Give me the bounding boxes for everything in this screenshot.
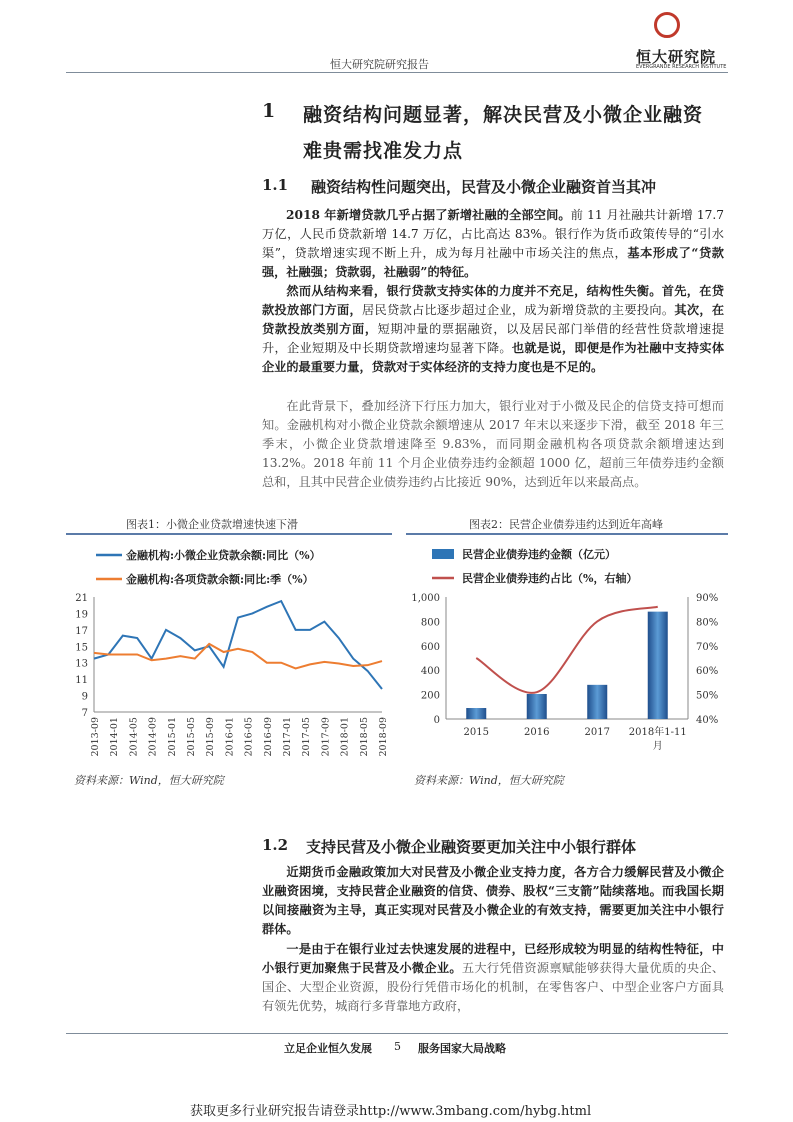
chart1-ytick-2: 11 [75,675,88,687]
paragraph-3 [262,397,724,492]
chart2-xtick-0: 2015 [463,727,489,738]
chart2-legend-label-bar: 民营企业债券违约金额（亿元） [462,548,616,561]
chart1-xtick-4: 2015-01 [166,717,178,757]
p2-bold2: 其次，在贷款投放类别方面， [262,303,725,336]
section1-title-line1: 融资结构问题显著，解决民营及小微企业融资 [303,104,704,126]
chart2-right-tick-4: 80% [696,617,719,629]
chart1-xtick-0: 2013-09 [90,717,101,757]
chart1-xtick-7: 2016-01 [224,717,236,757]
chart1-ytick-6: 19 [75,609,88,621]
chart1-xtick-10: 2017-01 [282,717,293,757]
footer-divider [66,1033,728,1034]
chart1-xtick-13: 2018-01 [339,717,351,757]
chart2-left-tick-3: 600 [420,641,440,653]
logo-sub: EVERGRANDE RESEARCH INSTITUTE [636,64,727,70]
chart1-xtick-11: 2017-05 [301,717,313,757]
chart2-right-tick-3: 70% [696,641,719,653]
chart2-left-tick-4: 800 [420,617,440,629]
chart1-ytick-0: 7 [81,708,88,719]
chart1-frame [66,533,392,769]
chart2-left-tick-0: 0 [433,715,440,726]
chart1-ytick-7: 21 [75,593,88,604]
page-number: 5 [394,1040,401,1053]
chart2-left-tick-5: 1,000 [411,593,440,604]
footer-left: 立足企业恒久发展 [284,1042,372,1055]
chart1-ytick-4: 15 [75,642,88,654]
chart2-left-tick-1: 200 [420,690,440,702]
chart1-ytick-5: 17 [75,625,88,637]
chart1-ytick-3: 13 [75,658,88,670]
chart2-bar-0 [466,708,486,719]
chart1-series-line-0 [94,601,382,689]
paragraph-4 [262,863,724,939]
bottom-link[interactable]: 获取更多行业研究报告请登录http://www.3mbang.com/hybg.html [190,1104,592,1119]
header-divider [66,72,728,73]
chart1-xtick-15: 2018-09 [378,717,389,757]
chart1-xtick-8: 2016-05 [243,717,255,757]
chart2-right-tick-5: 90% [696,593,719,604]
chart1-xtick-2: 2014-05 [128,717,140,757]
chart2-bar-1 [527,694,547,719]
footer-right: 服务国家大局战略 [418,1042,506,1055]
logo-name: 恒大研究院 [636,48,717,66]
chart1-xtick-5: 2015-05 [186,717,197,757]
chart1-source: 资料来源：Wind，恒大研究院 [74,774,224,787]
p1-bold2: 基本形成了“贷款强，社融强；贷款弱，社融弱”的特征。 [262,246,724,279]
p2-text1: 居民贷款占比逐步超过企业，成为新增贷款的主要投向。 [361,303,675,317]
chart2-right-tick-0: 40% [696,715,719,726]
p1-bold: 2018 年新增贷款几乎占据了新增社融的全部空间。 [286,208,571,222]
paragraph-1 [262,206,724,282]
chart2-frame [406,533,728,769]
chart2-caption: 图表2：民营企业债券违约达到近年高峰 [469,518,663,531]
logo-icon [654,12,680,38]
section1-2-number: 1.2 [262,836,289,854]
chart2-svg [406,535,728,769]
chart2-right-tick-2: 60% [696,666,719,678]
chart1-svg [66,535,392,769]
chart2-source: 资料来源：Wind，恒大研究院 [414,774,564,787]
chart1-legend-label-0: 金融机构:小微企业贷款余额:同比（%） [126,549,321,562]
chart2-xtick-3: 2018年1-11 [628,727,687,738]
chart2-share-line [476,607,658,693]
p5-text: 五大行凭借资源禀赋能够获得大量优质的央企、国企、大型企业资源，股份行凭借市场化的机制，在零售客户、中型企业客户方面具有领先优势，城商行多背靠地方政府， [262,961,725,1013]
paragraph-5 [262,940,724,1016]
chart1-xtick-14: 2018-05 [358,717,370,757]
chart1-ytick-1: 9 [81,691,88,703]
section1-1-title: 融资结构性问题突出，民营及小微企业融资首当其冲 [311,178,657,196]
report-title: 恒大研究院研究报告 [330,58,429,71]
chart1-xtick-9: 2016-09 [262,717,274,757]
chart2-left-tick-2: 400 [420,666,440,678]
chart2-right-tick-1: 50% [696,690,719,702]
chart2-legend-swatch-bar [432,549,454,559]
paragraph-2 [262,282,724,377]
chart1-xtick-12: 2017-09 [320,717,332,757]
section1-2-title: 支持民营及小微企业融资要更加关注中小银行群体 [306,838,637,856]
chart2-xtick-2: 2017 [584,727,610,738]
chart2-bar-3 [648,612,668,719]
section1-1-number: 1.1 [262,176,289,194]
p5-bold: 一是由于在银行业过去快速发展的进程中，已经形成较为明显的结构性特征，中小银行更加聚焦于民营及小微企业。 [262,942,724,975]
p4-text: 近期货币金融政策加大对民营及小微企业支持力度，各方合力缓解民营及小微企业融资困境，支持民营企业融资的信贷、债券、股权“三支箭”陆续落地。而我国长期以间接融资为主导，真正实现对民营及小微企业的有效支持，需要更加关注中小银行群体。 [262,865,724,936]
chart1-xtick-1: 2014-01 [109,717,121,757]
chart1-legend-label-1: 金融机构:各项贷款余额:同比:季（%） [126,573,314,586]
p2-text2: 短期冲量的票据融资，以及居民部门举借的经营性贷款增速提升，企业短期及中长期贷款增速均显著下降。 [262,322,725,355]
p2-bold3: 也就是说，即便是作为社融中支持实体企业的最重要力量，贷款对于实体经济的支持力度也是不足的。 [262,341,725,374]
p3-text: 在此背景下，叠加经济下行压力加大，银行业对于小微及民企的信贷支持可想而知。金融机构对小微企业贷款余额增速从 2017 年末以来逐步下滑，截至 2018 年三季末，小微企业贷款增速降至 9.83%，而同期金融机构各项贷款余额增速达到 13.2%。2018 年前 11 个月企业债券违约金额超 1000 亿，超前三年债券违约金额总和，且其中民营企业债券违约占比接近 90%，达到近年以来最高点。 [262,399,724,489]
chart1-series-line-1 [94,644,382,669]
chart2-legend-label-line: 民营企业债券违约占比（%，右轴） [462,572,638,585]
section1-title-line2: 难贵需找准发力点 [303,140,464,162]
chart2-xtick-3-cont: 月 [652,741,663,752]
p2-bold1: 然而从结构来看，银行贷款支持实体的力度并不充足，结构性失衡。首先，在贷款投放部门方面， [262,284,724,317]
chart2-bar-2 [587,685,607,719]
chart1-caption: 图表1：小微企业贷款增速快速下滑 [126,518,298,531]
chart1-xtick-6: 2015-09 [205,717,217,757]
p1-text: 前 11 月社融共计新增 17.7 万亿，人民币贷款新增 14.7 万亿，占比高达 83%。银行作为货币政策传导的“引水渠”，贷款增速实现不断上升，成为每月社融中市场关注的焦点， [262,208,724,260]
chart2-xtick-1: 2016 [524,727,550,738]
chart1-xtick-3: 2014-09 [147,717,159,757]
section1-number: 1 [262,100,277,122]
